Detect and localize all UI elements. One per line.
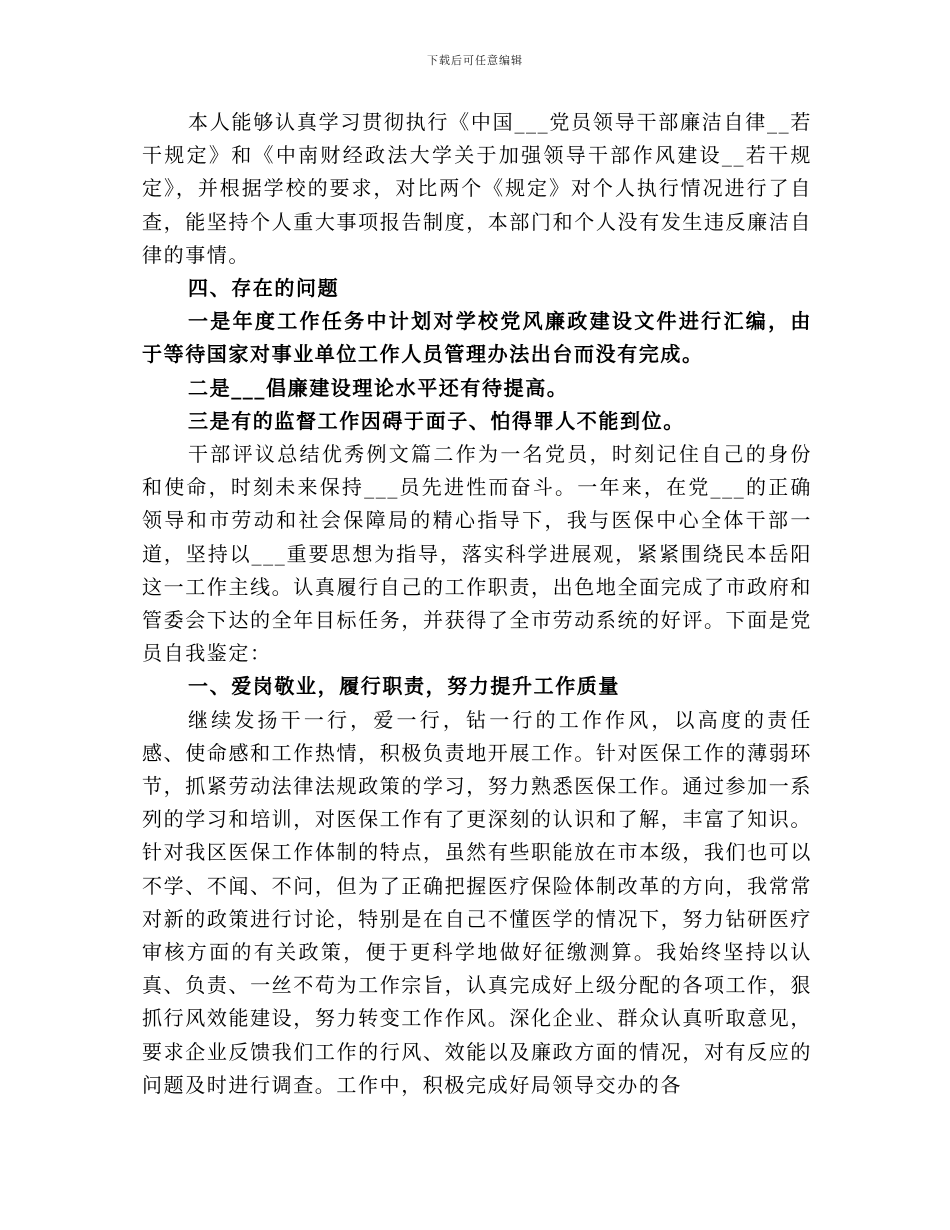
problem-item-3: 三是有的监督工作因碍于面子、怕得罪人不能到位。 — [188, 408, 685, 433]
paragraph-dedication-body: 继续发扬干一行，爱一行，钻一行的工作作风，以高度的责任感、使命感和工作热情，积极负责地开展工作。针对医保工作的薄弱环节，抓紧劳动法律法规政策的学习，努力熟悉医保工作。通过参加一系列的学习和培训，对医保工作有了更深刻的认识和了解，丰富了知识。针对我区医保工作体制的特点，虽然有些职能放在市本级，我们也可以不学、不闻、不问，但为了正确把握医疗保险体制改革的方向，我常常对新的政策进行讨论，特别是在自己不懂医学的情况下，努力钻研医疗审核方面的有关政策，便于更科学地做好征缴测算。我始终坚持以认真、负责、一丝不苟为工作宗旨，认真完成好上级分配的各项工作，狠抓行风效能建设，努力转变工作作风。深化企业、群众认真听取意见，要求企业反馈我们工作的行风、效能以及廉政方面的情况，对有反应的问题及时进行调查。工作中，积极完成好局领导交办的各 — [142, 707, 812, 1097]
heading-existing-problems: 四、存在的问题 — [188, 276, 340, 301]
paragraph-self-inspection: 本人能够认真学习贯彻执行《中国___党员领导干部廉洁自律__若干规定》和《中南财经政法大学关于加强领导干部作风建设__若干规定》，并根据学校的要求，对比两个《规定》对个人执行情况进行了自查，能坚持个人重大事项报告制度，本部门和个人没有发生违反廉洁自律的事情。 — [142, 110, 812, 267]
problem-item-2: 二是___倡廉建设理论水平还有待提高。 — [188, 375, 569, 400]
paragraph-example-two-intro: 干部评议总结优秀例文篇二作为一名党员，时刻记住自己的身份和使命，时刻未来保持___员先进性而奋斗。一年来，在党___的正确领导和市劳动和社会保障局的精心指导下，我与医保中心全体干部一道，坚持以___重要思想为指导，落实科学进展观，紧紧围绕民本岳阳这一工作主线。认真履行自己的工作职责，出色地全面完成了市政府和管委会下达的全年目标任务，并获得了全市劳动系统的好评。下面是党员自我鉴定： — [142, 442, 812, 666]
problem-item-1: 一是年度工作任务中计划对学校党风廉政建设文件进行汇编，由于等待国家对事业单位工作人员管理办法出台而没有完成。 — [142, 309, 812, 367]
document-body — [142, 106, 812, 1102]
heading-dedication: 一、爱岗敬业，履行职责，努力提升工作质量 — [188, 674, 620, 699]
page-header: 下载后可任意编辑 — [427, 54, 523, 67]
